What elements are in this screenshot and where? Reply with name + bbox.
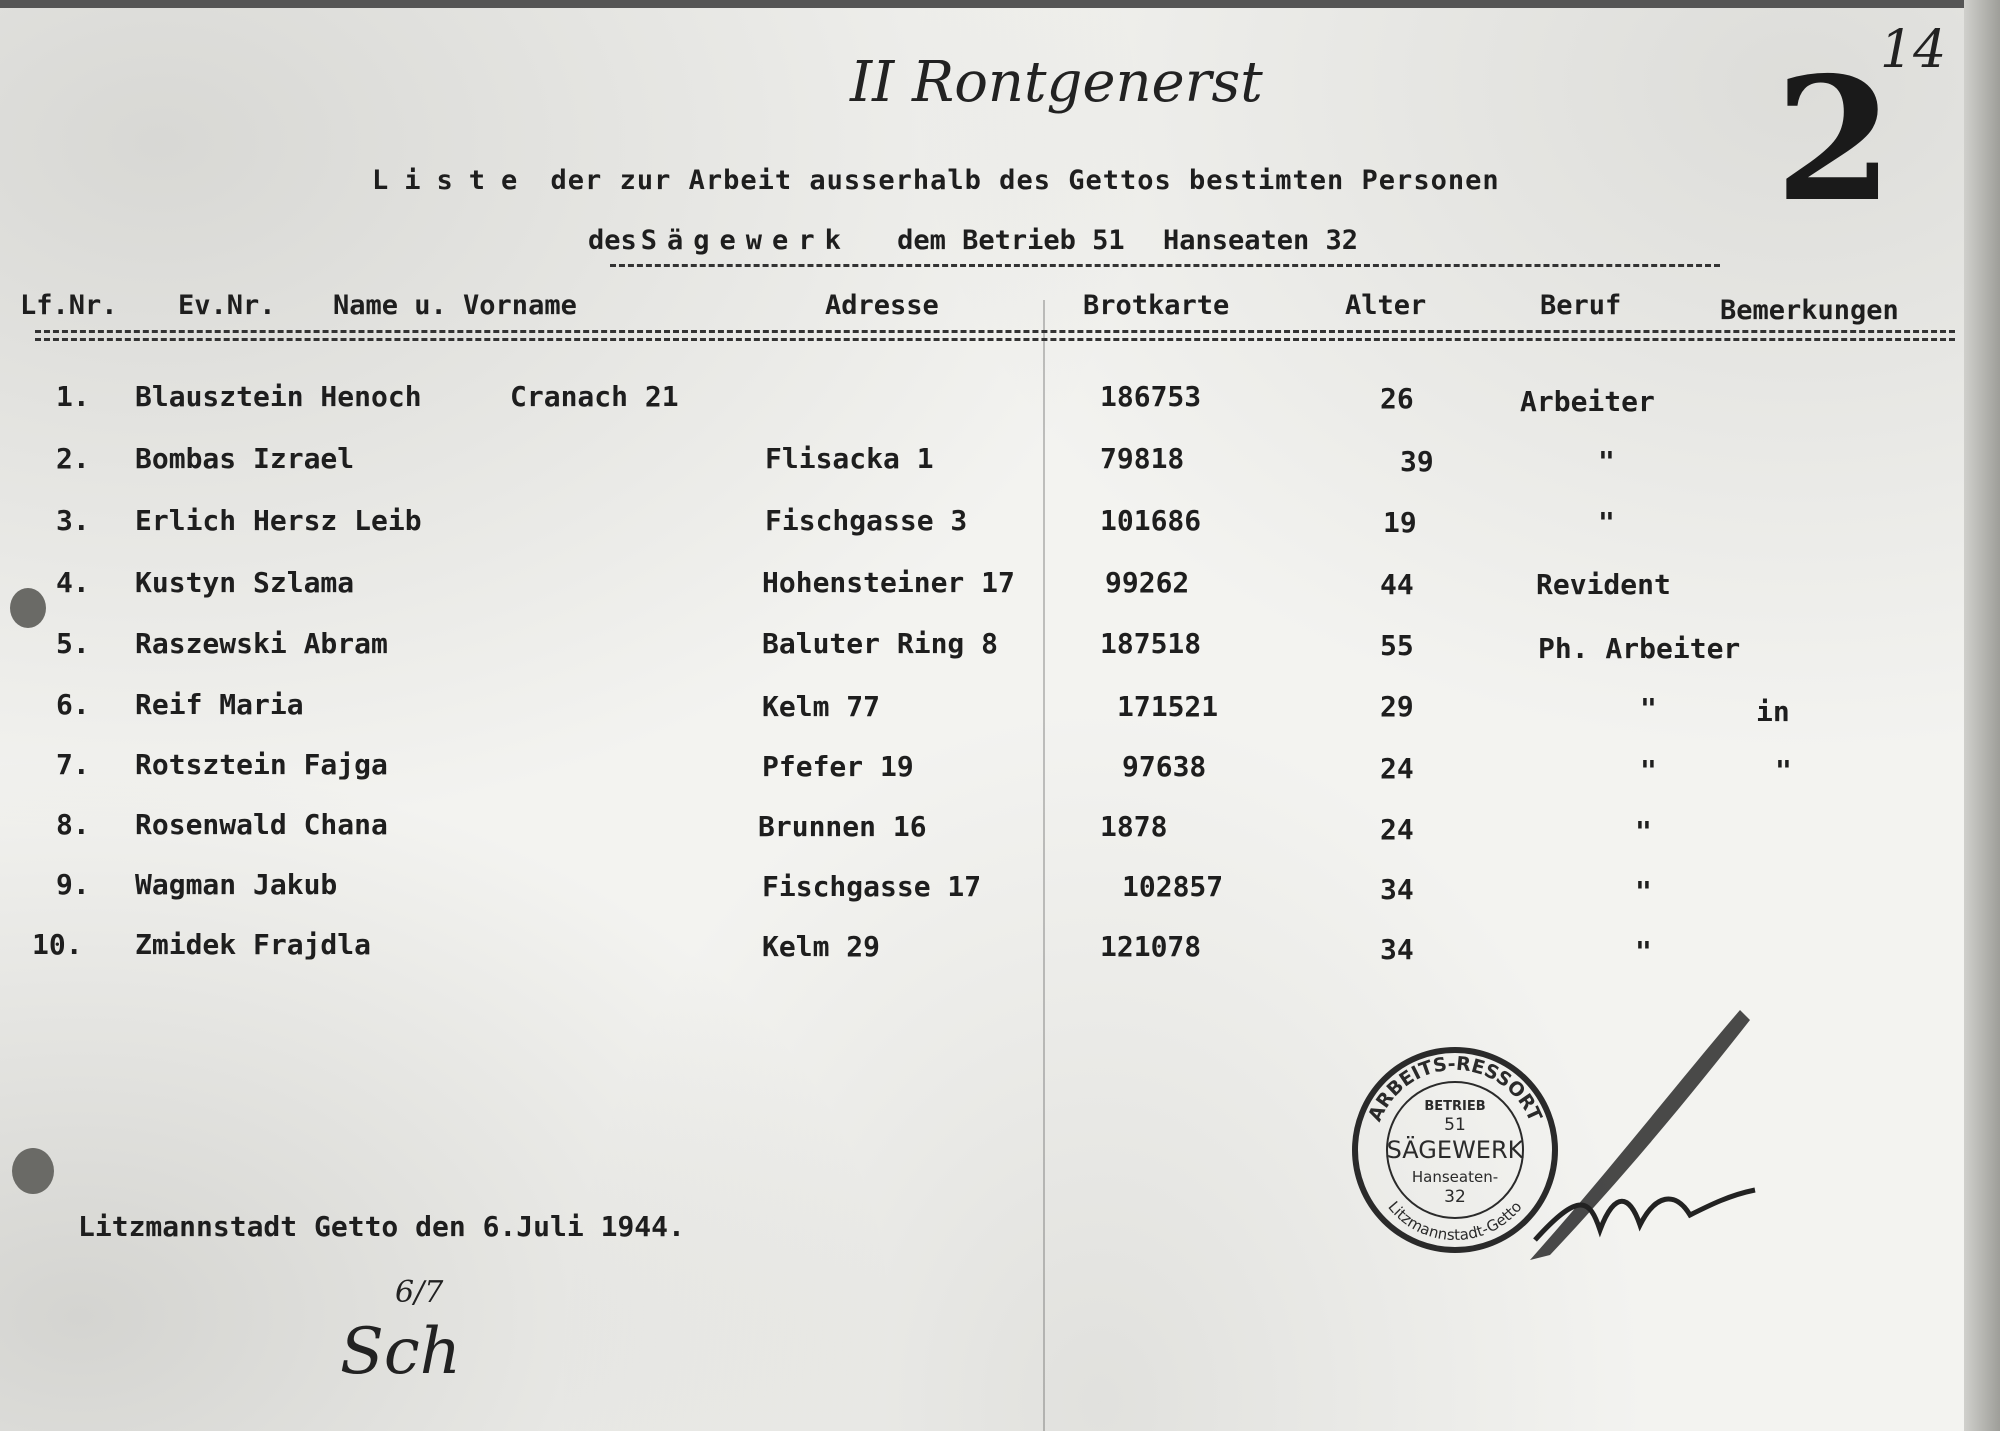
header-rule-2 [35, 338, 1955, 341]
corner-note: 14 [1880, 20, 1947, 80]
subtitle-spaced-word: Sägewerk [640, 225, 851, 256]
row-beruf: " [1635, 815, 1652, 848]
row-brotkarte: 187518 [1100, 627, 1202, 660]
stamp-line5: 32 [1444, 1187, 1466, 1207]
row-alter: 26 [1380, 382, 1414, 415]
row-name: Bombas Izrael [135, 442, 355, 475]
row-alter: 34 [1380, 873, 1414, 906]
document-subtitle [588, 225, 1358, 256]
row-name: Wagman Jakub [135, 868, 338, 901]
row-beruf: Ph. Arbeiter [1538, 632, 1741, 665]
row-nr: 3. [56, 504, 90, 537]
row-beruf: " [1635, 935, 1652, 968]
col-header-beruf: Beruf [1540, 290, 1622, 321]
row-alter: 44 [1380, 568, 1414, 601]
subtitle-middle: dem Betrieb 51 [897, 225, 1125, 256]
row-brotkarte: 97638 [1122, 750, 1207, 783]
row-nr: 8. [56, 808, 90, 841]
row-nr: 7. [56, 748, 90, 781]
row-adresse: Fischgasse 17 [762, 870, 982, 903]
title-spaced-word: Liste [372, 165, 534, 196]
row-alter: 19 [1383, 506, 1417, 539]
hole-punch-mark [10, 588, 46, 628]
row-beruf: Arbeiter [1520, 385, 1655, 418]
col-header-ev-nr: Ev.Nr. [178, 290, 276, 321]
row-nr: 5. [56, 627, 90, 660]
document-title [372, 165, 1500, 196]
row-name: Reif Maria [135, 688, 304, 721]
row-name: Raszewski Abram [135, 627, 388, 660]
subtitle-suffix: Hanseaten 32 [1162, 225, 1359, 256]
subtitle-underline [610, 264, 1720, 267]
row-alter: 55 [1380, 629, 1414, 662]
row-adresse: Kelm 29 [762, 930, 881, 963]
place-date-line: Litzmannstadt Getto den 6.Juli 1944. [78, 1210, 685, 1243]
col-header-brotkarte: Brotkarte [1083, 290, 1230, 321]
row-adresse: Pfefer 19 [762, 750, 914, 783]
row-adresse: Hohensteiner 17 [762, 566, 1015, 599]
subtitle-prefix: des [588, 225, 637, 256]
row-name: Kustyn Szlama [135, 566, 355, 599]
page-number: 2 [1775, 40, 1894, 240]
row-nr: 4. [56, 566, 90, 599]
row-alter: 29 [1380, 690, 1414, 723]
row-name: Zmidek Frajdla [135, 928, 372, 961]
row-name: Rosenwald Chana [135, 808, 388, 841]
row-adresse: Brunnen 16 [758, 810, 927, 843]
row-alter: 24 [1380, 752, 1414, 785]
row-name: Blausztein Henoch [135, 380, 422, 413]
row-adresse: Cranach 21 [510, 380, 679, 413]
stamp-line4: Hanseaten- [1411, 1168, 1499, 1186]
row-beruf: " [1598, 445, 1615, 478]
stamp-line3: SÄGEWERK [1386, 1136, 1524, 1164]
stamp-line1: BETRIEB [1424, 1099, 1486, 1114]
scan-top-edge [0, 0, 2000, 8]
handwritten-date: 6/7 [395, 1275, 444, 1310]
col-header-bemerkungen: Bemerkungen [1720, 295, 1899, 326]
row-nr: 2. [56, 442, 90, 475]
row-adresse: Baluter Ring 8 [762, 627, 999, 660]
row-beruf: " [1640, 754, 1657, 787]
paper-fold-line [1043, 300, 1045, 1431]
col-header-name: Name u. Vorname [333, 290, 577, 321]
row-nr: 10. [32, 928, 83, 961]
row-brotkarte: 79818 [1100, 442, 1185, 475]
row-name: Erlich Hersz Leib [135, 504, 422, 537]
row-nr: 6. [56, 688, 90, 721]
row-alter: 24 [1380, 813, 1414, 846]
stamp-line2: 51 [1444, 1115, 1466, 1135]
handwritten-initials: Sch [340, 1315, 461, 1389]
row-alter: 34 [1380, 933, 1414, 966]
row-adresse: Fischgasse 3 [765, 504, 968, 537]
row-beruf: " [1635, 875, 1652, 908]
row-beruf: " [1598, 506, 1615, 539]
row-nr: 9. [56, 868, 90, 901]
row-beruf: " [1640, 692, 1657, 725]
row-beruf-extra: in [1756, 695, 1790, 728]
hole-punch-mark [12, 1148, 54, 1194]
row-brotkarte: 171521 [1117, 690, 1219, 723]
handwritten-heading: II Rontgenerst [850, 50, 1263, 115]
row-beruf-extra: " [1775, 754, 1792, 787]
col-header-adresse: Adresse [825, 290, 939, 321]
scan-right-edge [1964, 0, 2000, 1431]
row-brotkarte: 99262 [1105, 566, 1190, 599]
col-header-alter: Alter [1345, 290, 1427, 321]
row-brotkarte: 101686 [1100, 504, 1202, 537]
row-brotkarte: 121078 [1100, 930, 1202, 963]
stamp-bottom-arc: Litzmannstadt-Getto [1384, 1197, 1526, 1245]
col-header-lf-nr: Lf.Nr. [20, 290, 118, 321]
row-adresse: Kelm 77 [762, 690, 881, 723]
row-brotkarte: 1878 [1100, 810, 1168, 843]
row-nr: 1. [56, 380, 90, 413]
title-rest: der zur Arbeit ausserhalb des Gettos bestimten Personen [550, 165, 1500, 196]
row-name: Rotsztein Fajga [135, 748, 388, 781]
sagewerk-stamp [1345, 1040, 1565, 1260]
row-adresse: Flisacka 1 [765, 442, 934, 475]
row-brotkarte: 102857 [1122, 870, 1224, 903]
stamp-top-arc: ARBEITS-RESSORT [1364, 1052, 1546, 1125]
header-rule-1 [35, 330, 1955, 333]
row-beruf: Revident [1536, 568, 1671, 601]
row-alter: 39 [1400, 445, 1434, 478]
row-brotkarte: 186753 [1100, 380, 1202, 413]
